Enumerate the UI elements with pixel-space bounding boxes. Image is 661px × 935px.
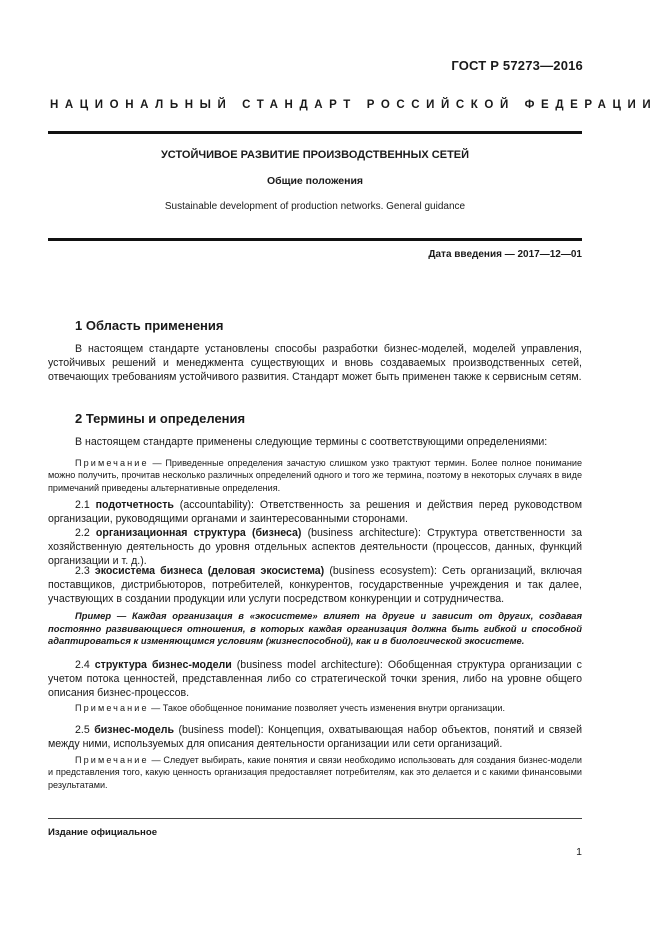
footer-rule bbox=[48, 818, 582, 819]
note-2-text: — Такое обобщенное понимание позволяет учесть изменения внутри организации. bbox=[148, 703, 506, 713]
term-2-5-term: бизнес-модель bbox=[94, 724, 174, 736]
document-number: ГОСТ Р 57273—2016 bbox=[451, 58, 583, 73]
term-2-4-term: структура бизнес-модели bbox=[94, 659, 232, 671]
term-2-5 bbox=[48, 723, 582, 751]
note-1 bbox=[48, 457, 582, 494]
section-2-title: 2 Термины и определения bbox=[75, 411, 246, 426]
term-2-3-definition: (business ecosystem): Сеть организаций, включая поставщиков, дистрибьюторов, потребителей, конкурентов, государственные учреждения и так далее, участвующих в создании продукции или услуги посредством конкуренции и сотрудничества. bbox=[48, 565, 582, 606]
term-2-2-definition: (business architecture): Структура ответственности за хозяйственную деятельность до уровня отдельных аспектов деятельности (процессов, данных, функций организации и т. д.). bbox=[48, 527, 582, 568]
section-1-body: В настоящем стандарте установлены способы разработки бизнес-моделей, моделей управления, устойчивых решений и менеджмента существующих и вновь создаваемых производственных сетей, отвечающих требованиям устойчивого развития. Стандарт может быть применен также к сервисным сетям. bbox=[48, 343, 582, 384]
standard-title-english: Sustainable development of production networks. General guidance bbox=[164, 201, 466, 212]
term-2-4-definition: (business model architecture): Обобщенная структура организации с учетом потока ценностей, представленная либо со стратегической точки зрения, либо на уровне общего описания бизнес-процессов. bbox=[48, 659, 582, 700]
example-2-3 bbox=[48, 610, 582, 648]
term-2-1-number: 2.1 bbox=[75, 499, 90, 511]
term-2-5-definition: (business model): Концепция, охватывающая набор объектов, понятий и связей между ними, используемых для описания деятельности организации или сети организаций. bbox=[48, 724, 582, 751]
term-2-4-number: 2.4 bbox=[75, 659, 90, 671]
note-3 bbox=[48, 754, 582, 791]
term-2-2-term: организационная структура (бизнеса) bbox=[95, 527, 302, 539]
term-2-1-term: подотчетность bbox=[95, 499, 174, 511]
section-1-text bbox=[48, 342, 582, 385]
note-1-text: — Приведенные определения зачастую слишком узко трактуют термин. Более полное понимание можно получить, прочитав несколько различных определений одного и того же термина, поэтому в некоторых случаях в виде примечаний приведены альтернативные определения. bbox=[48, 458, 582, 493]
title-bottom-rule bbox=[48, 238, 582, 241]
introduction-date: Дата введения — 2017—12—01 bbox=[428, 249, 582, 260]
term-2-3 bbox=[48, 564, 582, 607]
standard-subtitle: Общие положения bbox=[266, 175, 364, 187]
national-standard-heading: НАЦИОНАЛЬНЫЙ СТАНДАРТ РОССИЙСКОЙ ФЕДЕРАЦИИ bbox=[50, 99, 658, 111]
official-edition-label: Издание официальное bbox=[48, 827, 158, 838]
example-text: Пример — Каждая организация в «экосистеме» влияет на другие и зависит от других, создавая постоянно развивающиеся отношения, в которых каждая организация должна быть гибкой и способной адаптироваться к изменяющимся условиям (жизнеспособной), как и в биологической экосистеме. bbox=[48, 610, 582, 647]
note-1-label: Примечание bbox=[75, 458, 149, 468]
term-2-2 bbox=[48, 526, 582, 569]
term-2-5-number: 2.5 bbox=[75, 724, 90, 736]
note-2-label: Примечание bbox=[75, 703, 149, 713]
page-number: 1 bbox=[576, 846, 582, 858]
top-rule bbox=[48, 131, 582, 134]
term-2-1 bbox=[48, 498, 582, 526]
section-1-title: 1 Область применения bbox=[75, 318, 224, 333]
term-2-4 bbox=[48, 658, 582, 701]
standard-title: УСТОЙЧИВОЕ РАЗВИТИЕ ПРОИЗВОДСТВЕННЫХ СЕТЕЙ bbox=[160, 149, 470, 161]
section-2-intro bbox=[48, 435, 582, 449]
note-2 bbox=[48, 702, 582, 714]
term-2-3-term: экосистема бизнеса (деловая экосистема) bbox=[94, 565, 325, 577]
note-3-label: Примечание bbox=[75, 755, 149, 765]
term-2-2-number: 2.2 bbox=[75, 527, 90, 539]
section-2-intro-text: В настоящем стандарте применены следующие термины с соответствующими определениями: bbox=[75, 436, 548, 448]
note-3-text: — Следует выбирать, какие понятия и связи необходимо использовать для создания бизнес-модели и представления того, какую ценность организация предоставляет потребителям, как это делается и с какими финансовыми результатами. bbox=[48, 755, 582, 790]
term-2-1-definition: (accountability): Ответственность за решения и действия перед руководством организации, руководящими органами и заинтересованными сторонами. bbox=[48, 499, 582, 526]
term-2-3-number: 2.3 bbox=[75, 565, 90, 577]
